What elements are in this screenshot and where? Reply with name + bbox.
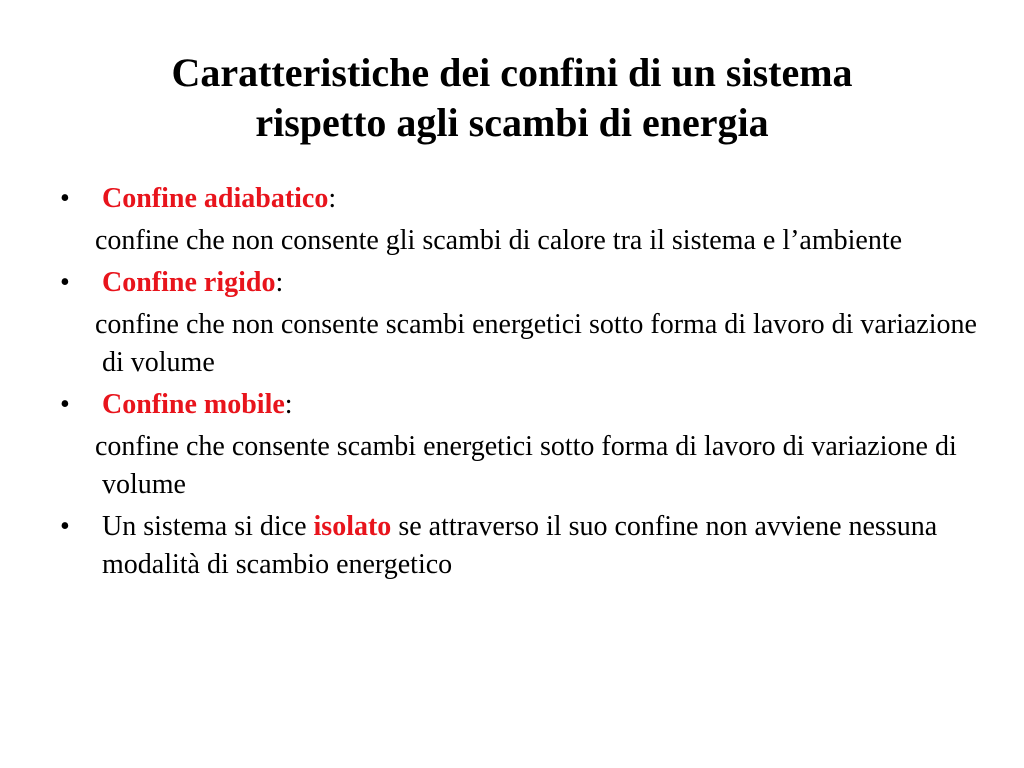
term-confine-mobile: Confine mobile bbox=[102, 389, 285, 420]
isolato-text-before: Un sistema si dice bbox=[102, 511, 314, 542]
bullet-dot-icon: • bbox=[60, 267, 70, 298]
term-isolato: isolato bbox=[313, 511, 392, 542]
term-confine-rigido: Confine rigido bbox=[102, 267, 276, 298]
title-line-2: rispetto agli scambi di energia bbox=[255, 100, 769, 145]
description-text: confine che non consente gli scambi di calore tra il sistema e l’ambiente bbox=[95, 225, 903, 256]
description-confine-rigido bbox=[60, 306, 980, 382]
slide-title bbox=[60, 48, 964, 148]
title-line-1: Caratteristiche dei confini di un sistema bbox=[171, 50, 853, 95]
description-text: confine che non consente scambi energetici sotto forma di lavoro di variazione di volume bbox=[95, 309, 977, 378]
bullet-dot-icon: • bbox=[60, 183, 70, 214]
description-text: confine che consente scambi energetici sotto forma di lavoro di variazione di volume bbox=[95, 431, 957, 500]
slide-content bbox=[60, 180, 980, 588]
bullet-dot-icon: • bbox=[60, 389, 70, 420]
bullet-confine-adiabatico bbox=[60, 180, 980, 218]
bullet-confine-mobile bbox=[60, 386, 980, 424]
isolato-text-after: se attraverso il suo confine non avviene nessuna modalità di scambio energetico bbox=[102, 511, 938, 580]
term-suffix: : bbox=[275, 267, 284, 298]
bullet-confine-rigido bbox=[60, 264, 980, 302]
bullet-sistema-isolato bbox=[60, 508, 980, 584]
bullet-dot-icon: • bbox=[60, 511, 70, 542]
description-confine-mobile bbox=[60, 428, 980, 504]
term-suffix: : bbox=[328, 183, 337, 214]
term-confine-adiabatico: Confine adiabatico bbox=[102, 183, 329, 214]
term-suffix: : bbox=[284, 389, 293, 420]
description-confine-adiabatico bbox=[60, 222, 980, 260]
